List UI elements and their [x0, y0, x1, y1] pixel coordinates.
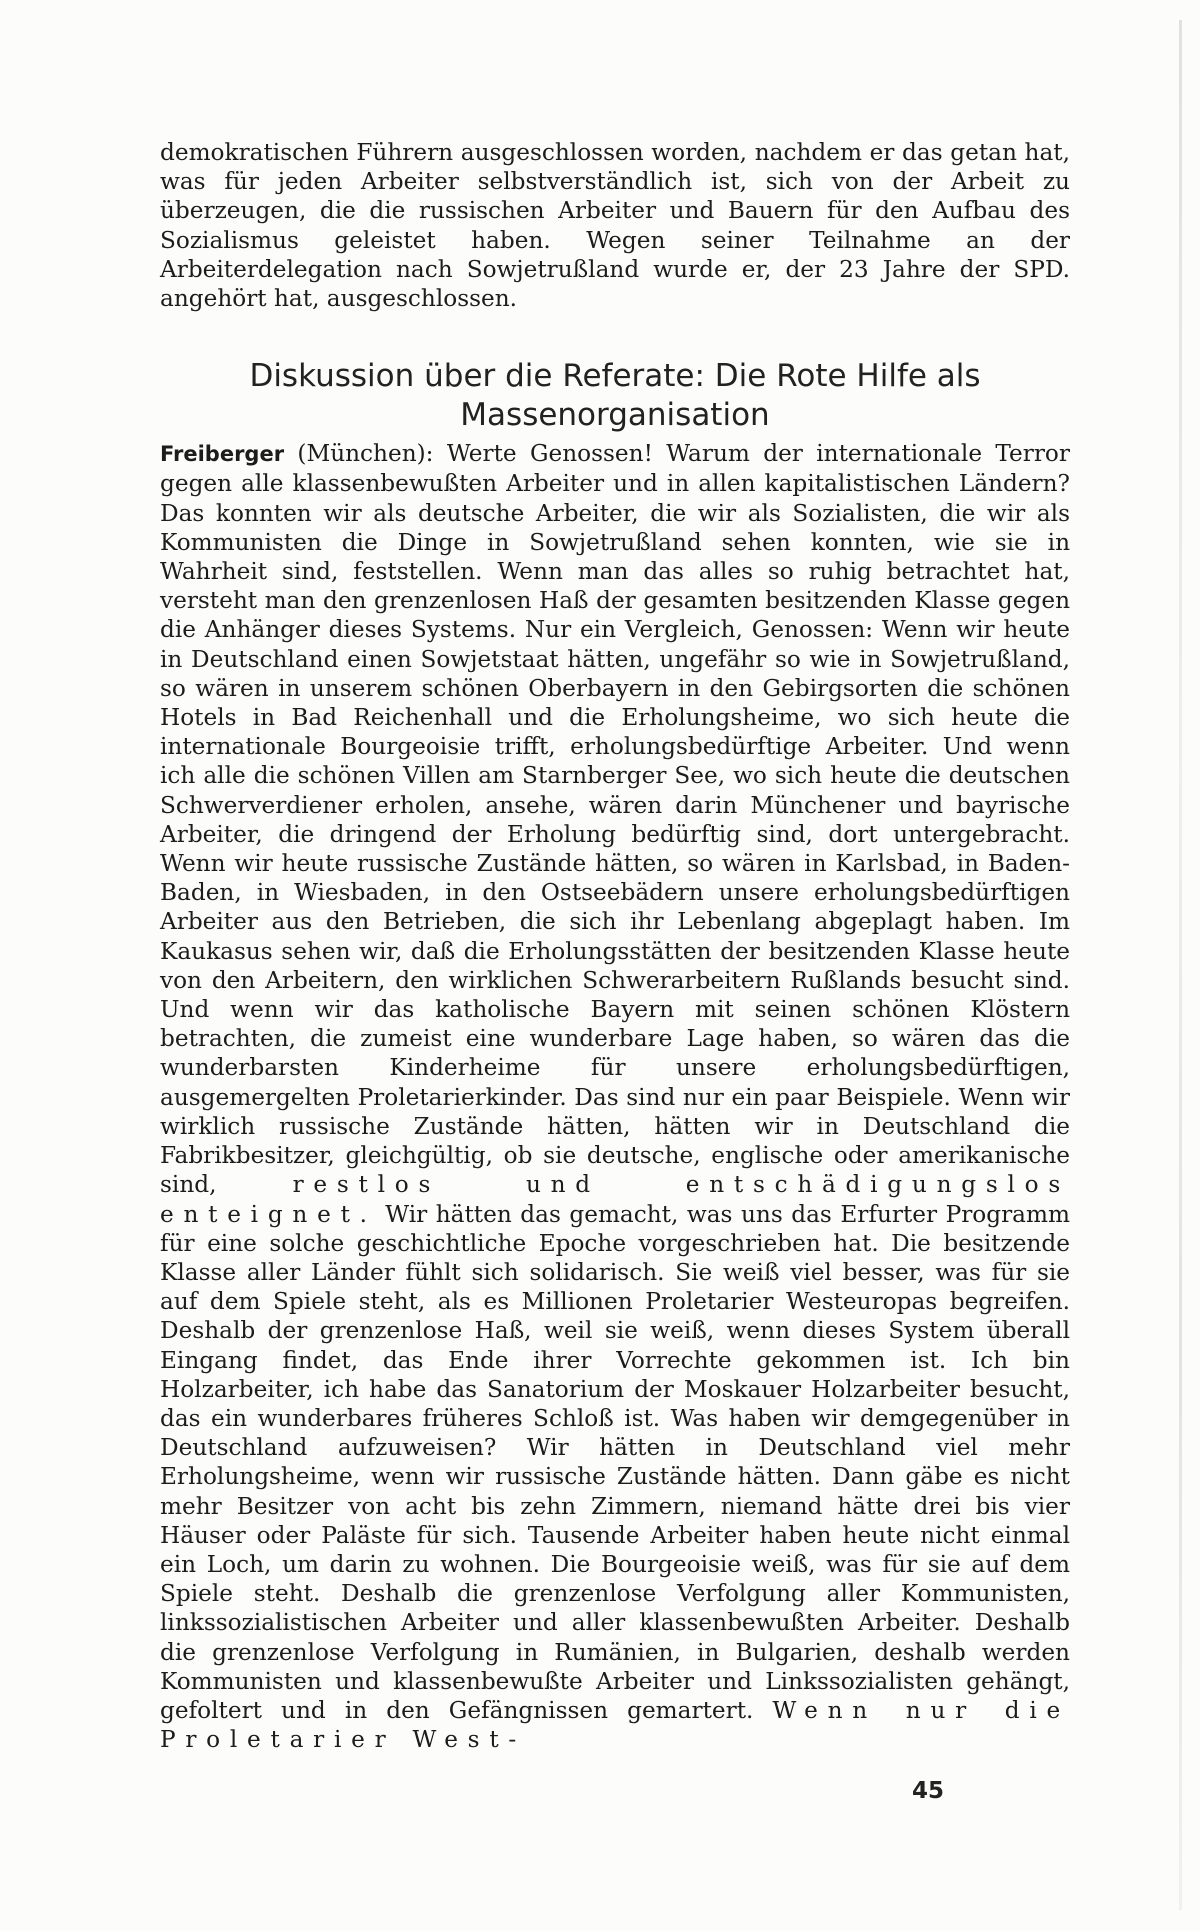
- section-heading-line-1: Diskussion über die Referate: Die Rote Hilfe als: [249, 358, 981, 395]
- page-number: 45: [912, 1778, 945, 1804]
- scan-edge-shadow: [1179, 20, 1182, 1910]
- intro-paragraph: demokratischen Führern ausgeschlossen worden, nachdem er das getan hat, was für jeden Arbeiter selbstverständlich ist, sich von der Arbeit zu überzeugen, die die russischen Arbeiter und Bauern für den Aufbau des Sozialismus geleistet haben. Wegen seiner Teilnahme an der Arbeiterdelegation nach Sowjetrußland wurde er, der 23 Jahre der SPD. angehört hat, ausgeschlossen.: [160, 139, 1070, 313]
- speech-text-1: Werte Genossen! Warum der internationale Terror gegen alle klassenbewußten Arbeiter und in allen kapitalistischen Ländern? Das konnten wir als deutsche Arbeiter, die wir als Sozialisten, die wir als Kommunisten die Dinge in Sowjetrußland sehen konnten, wie sie in Wahrheit sind, feststellen. Wenn man das alles so ruhig betrachtet hat, versteht man den grenzenlosen Haß der gesamten besitzenden Klasse gegen die Anhänger dieses Systems. Nur ein Vergleich, Genossen: Wenn wir heute in Deutschland einen Sowjetstaat hätten, ungefähr so wie in Sowjetrußland, so wären in unserem schönen Oberbayern in den Gebirgsorten die schönen Hotels in Bad Reichenhall und die Erholungsheime, wo sich heute die internationale Bourgeoisie trifft, erholungsbedürftige Arbeiter. Und wenn ich alle die schönen Villen am Starnberger See, wo sich heute die deutschen Schwerverdiener erholen, ansehe, wären darin Münchener und bayrische Arbeiter, die dringend der Erholung bedürftig sind, dort untergebracht. Wenn wir heute russische Zustände hätten, so wären in Karlsbad, in Baden-Baden, in Wiesbaden, in den Ostseebädern unsere erholungsbedürftigen Arbeiter aus den Betrieben, die sich ihr Lebenlang abgeplagt haben. Im Kaukasus sehen wir, daß die Erholungsstätten der besitzenden Klasse heute von den Arbeitern, den wirklichen Schwerarbeitern Rußlands besucht sind. Und wenn wir das katholische Bayern mit seinen schönen Klöstern betrachten, die zumeist eine wunderbare Lage haben, so wären das die wunderbarsten Kinderheime für unsere erholungsbedürftigen, ausgemergelten Proletarierkinder. Das sind nur ein paar Beispiele. Wenn wir wirklich russische Zustände hätten, hätten wir in Deutschland die Fabrikbesitzer, gleichgültig, ob sie deutsche, englische oder amerikanische sind,: [160, 440, 1070, 1199]
- page-body: [160, 138, 1070, 1754]
- speaker-name: Freiberger: [160, 442, 285, 467]
- speech-emphasis-1: restlos und entschädigungslos enteignet.: [160, 1171, 1070, 1228]
- text-block: [160, 138, 1070, 1754]
- speech-paragraph: [160, 439, 1070, 1754]
- speech-emphasis-2: Wenn nur die Proletarier West-: [160, 1696, 1070, 1754]
- speech-text-2: Wir hätten das gemacht, was uns das Erfurter Programm für eine solche geschichtliche Epoche vorgeschrieben hat. Die besitzende Klasse aller Länder fühlt sich solidarisch. Sie weiß viel besser, was für sie auf dem Spiele steht, als es Millionen Proletarier Westeuropas begreifen. Deshalb der grenzenlose Haß, weil sie weiß, wenn dieses System überall Eingang findet, das Ende ihrer Vorrechte gekommen ist. Ich bin Holzarbeiter, ich habe das Sanatorium der Moskauer Holzarbeiter besucht, das ein wunderbares früheres Schloß ist. Was haben wir demgegenüber in Deutschland aufzuweisen? Wir hätten in Deutschland viel mehr Erholungsheime, wenn wir russische Zustände hätten. Dann gäbe es nicht mehr Besitzer von acht bis zehn Zimmern, niemand hätte drei bis vier Häuser oder Paläste für sich. Tausende Arbeiter haben heute nicht einmal ein Loch, um darin zu wohnen. Die Bourgeoisie weiß, was für sie auf dem Spiele steht. Deshalb die grenzenlose Verfolgung aller Kommunisten, linkssozialistischen Arbeiter und aller klassenbewußten Arbeiter. Deshalb die grenzenlose Verfolgung in Rumänien, in Bulgarien, deshalb werden Kommunisten und klassenbewußte Arbeiter und Linkssozialisten gehängt, gefoltert und in den Gefängnissen gemartert.: [160, 1200, 1070, 1724]
- section-heading-line-2: Massenorganisation: [460, 397, 770, 434]
- section-heading: [160, 357, 1070, 435]
- speaker-location: (München):: [284, 440, 447, 468]
